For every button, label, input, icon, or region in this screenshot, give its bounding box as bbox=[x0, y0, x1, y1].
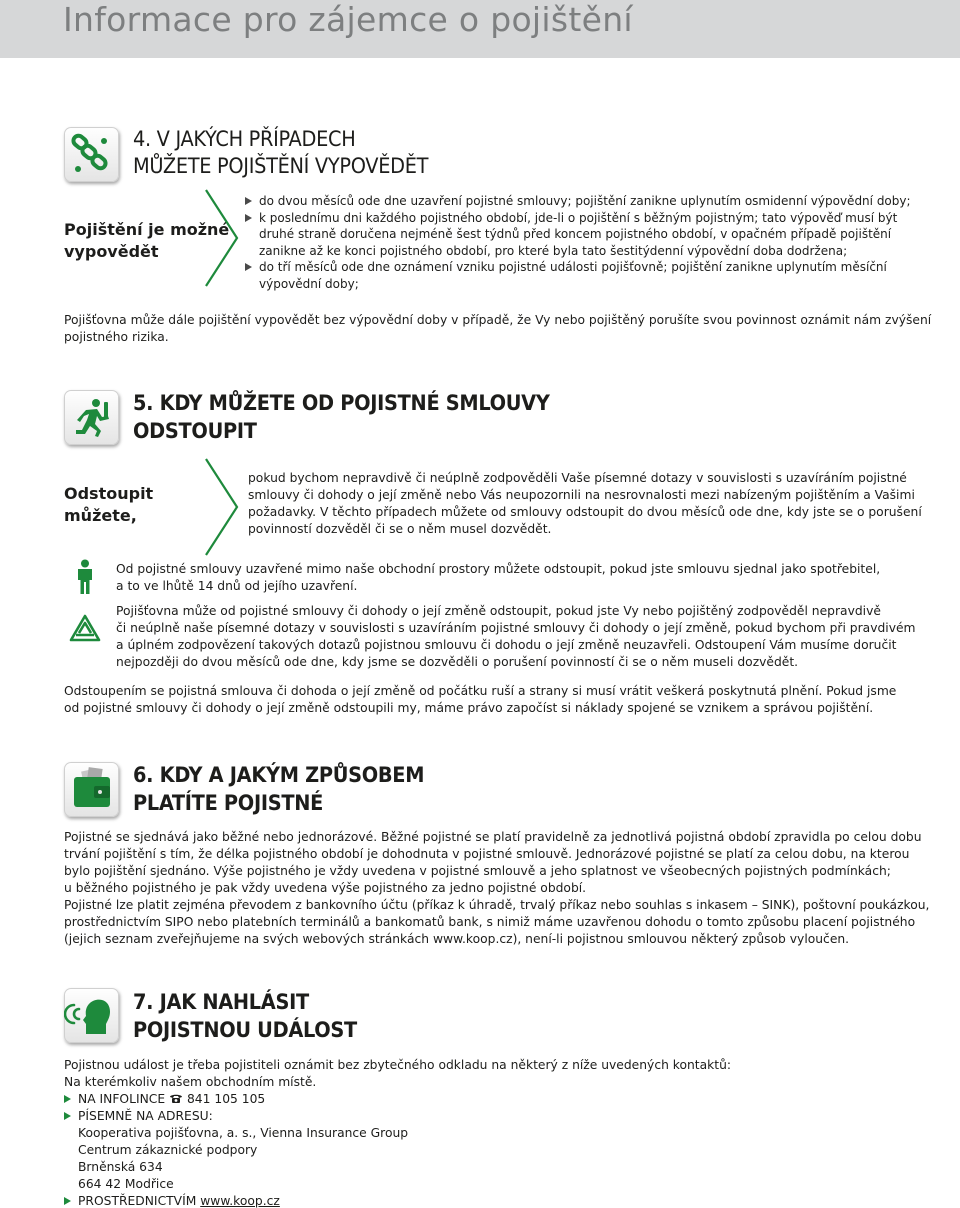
section5-consumer-text: Od pojistné smlouvy uzavřené mimo naše obchodní prostory můžete odstoupit, pokud jste smlouvu sjednal jako spotřebitel, a to ve lhůtě 14 dnů od jejího uzavření. bbox=[116, 562, 881, 593]
section5-closing-text: Odstoupením se pojistná smlouva či dohoda o její změně od počátku ruší a strany si musí vrátit veškerá poskytnutá plnění. Pokud jsme od pojistné smlouvy či dohody o její změně odstoupili my, máme právo započíst si náklady spojené se vznikem a správou pojištění. bbox=[64, 684, 897, 715]
wallet-icon bbox=[64, 762, 119, 817]
side-label-line: Odstoupit bbox=[64, 484, 154, 503]
bullet-triangle-icon bbox=[245, 214, 252, 222]
list-item: PROSTŘEDNICTVÍM www.koop.cz bbox=[64, 1193, 731, 1208]
running-person-exit-icon bbox=[64, 390, 119, 445]
list-item: PÍSEMNĚ NA ADRESU: Kooperativa pojišťovna, a. s., Vienna Insurance Group Centrum zákaznické podpory Brněnská 634 664 42 Modřice bbox=[64, 1108, 731, 1193]
telephone-icon bbox=[169, 1092, 183, 1103]
section5-condition-text: pokud bychom nepravdivě či neúplně zodpověděli Vaše písemné dotazy v souvislosti s uzavíráním pojistné smlouvy či dohody o její změně nebo Vás neupozornili na nesrovnalosti mezi nabízeným pojištěním a Vašimi požadavky. V těchto případech můžete od smlouvy odstoupit do dvou měsíců ode dne, kdy jste se o porušení povinností dozvěděl či se o něm musel dozvědět. bbox=[248, 471, 922, 536]
bullet-triangle-icon bbox=[64, 1095, 71, 1103]
section7-contacts: Pojistnou událost je třeba pojistiteli oznámit bez zbytečného odkladu na některý z níže uvedených kontaktů: Na kterémkoliv našem obchodním místě. NA INFOLINCE 841 105 105 PÍSEMNĚ NA ADRESU: Kooperativa pojišťovna, a. s., Vienna Insurance Group Centrum zákaznické podpory Brněnská 634 664 42 Modřice PROSTŘEDNICTVÍM www.koop.cz bbox=[64, 1058, 732, 1208]
section5-title-line2: ODSTOUPIT bbox=[133, 419, 257, 444]
section5-insurer-text: Pojišťovna může od pojistné smlouvy či dohody o její změně odstoupit, pokud jste Vy nebo pojištěný zodpověděl nepravdivě či neúplně naše písemné dotazy v souvislosti s uzavíráním pojistné smlouvy či dohody o její změně, pokud bychom při pravdivém a úplném zodpovězení takových dotazů pojistnou smlouvu či dohodu o její změně neuzavřeli. Odstoupení Vám musíme doručit nejpozději do dvou měsíců ode dne, kdy jsme se dozvěděli o porušení povinností či se o něm museli dozvědět. bbox=[116, 604, 916, 669]
chain-links-icon bbox=[64, 127, 119, 182]
bullet-triangle-icon bbox=[64, 1112, 71, 1120]
list-item: NA INFOLINCE 841 105 105 bbox=[64, 1091, 731, 1108]
insurer-triangle-icon bbox=[68, 613, 102, 643]
section7-title-line1: 7. JAK NAHLÁSIT bbox=[133, 990, 309, 1015]
section4-bullet-list bbox=[245, 193, 945, 293]
speaking-head-icon bbox=[64, 988, 119, 1043]
website-link[interactable]: www.koop.cz bbox=[200, 1194, 280, 1208]
list-item: do tří měsíců ode dne oznámení vzniku pojistné události pojišťovně; pojištění zanikne uplynutím měsíční výpovědní doby; bbox=[245, 259, 945, 292]
list-item: do dvou měsíců ode dne uzavření pojistné smlouvy; pojištění zanikne uplynutím osmidenní výpovědní doby; bbox=[245, 193, 945, 210]
person-icon bbox=[73, 559, 97, 595]
list-item: k poslednímu dni každého pojistného období, jde-li o pojištění s běžným pojistným; tato výpověď musí být druhé straně doručena nejméně šest týdnů před koncem pojistného období, v opačném případě pojištění zanikne až ke konci pojistného období, pro které byla tato šestitýdenní výpovědní doba dodržena; bbox=[245, 210, 945, 260]
section6-body-text: Pojistné se sjednává jako běžné nebo jednorázové. Běžné pojistné se platí pravidelně za jednotlivá pojistná období zpravidla po celou dobu trvání pojištění s tím, že délka pojistného období je dohodnuta v pojistné smlouvě. Jednorázové pojistné se platí za celou dobu, na kterou bylo pojištění sjednáno. Výše pojistného je vždy uvedena v pojistné smlouvě a jeho splatnost ve všeobecných pojistných podmínkách; u běžného pojistného je pak vždy uvedena výše pojistného za jedno pojistné období. Pojistné lze platit zejména převodem z bankovního účtu (příkaz k úhradě, trvalý příkaz nebo souhlas s inkasem – SINK), poštovní poukázkou, prostřednictvím SIPO nebo platebních terminálů a bankomatů bank, s nimiž máme uzavřenou dohodu o tomto způsobu placení pojistného (jejich seznam zveřejňujeme na svých webových stránkách www.koop.cz), není-li pojistnou smlouvou některý způsob vyloučen. bbox=[64, 830, 930, 946]
section6-title-line2: PLATÍTE POJISTNÉ bbox=[133, 791, 324, 816]
section7-title-line2: POJISTNOU UDÁLOST bbox=[133, 1018, 357, 1043]
section5-side-label bbox=[64, 483, 153, 527]
side-label-line: vypovědět bbox=[64, 242, 159, 261]
section4-title-line2: MŮŽETE POJIŠTĚNÍ VYPOVĚDĚT bbox=[133, 154, 429, 179]
bullet-triangle-icon bbox=[245, 263, 252, 271]
section4-note: Pojišťovna může dále pojištění vypovědět bez výpovědní doby v případě, že Vy nebo pojištěný porušíte svou povinnost oznámit nám zvýšení pojistného rizika. bbox=[64, 313, 932, 344]
section4-title-line1: 4. V JAKÝCH PŘÍPADECH bbox=[133, 127, 356, 152]
chevron-right-icon bbox=[203, 188, 241, 288]
side-label-line: Pojištění je možné bbox=[64, 220, 230, 239]
side-label-line: můžete, bbox=[64, 506, 137, 525]
page-header bbox=[0, 0, 960, 58]
bullet-triangle-icon bbox=[245, 197, 252, 205]
infoline-number[interactable]: 841 105 105 bbox=[186, 1092, 266, 1106]
page-title: Informace pro zájemce o pojištění bbox=[63, 0, 633, 39]
section5-title-line1: 5. KDY MŮŽETE OD POJISTNÉ SMLOUVY bbox=[133, 391, 550, 416]
chevron-right-icon bbox=[203, 457, 241, 557]
section6-title-line1: 6. KDY A JAKÝM ZPŮSOBEM bbox=[133, 763, 425, 788]
bullet-triangle-icon bbox=[64, 1197, 71, 1205]
